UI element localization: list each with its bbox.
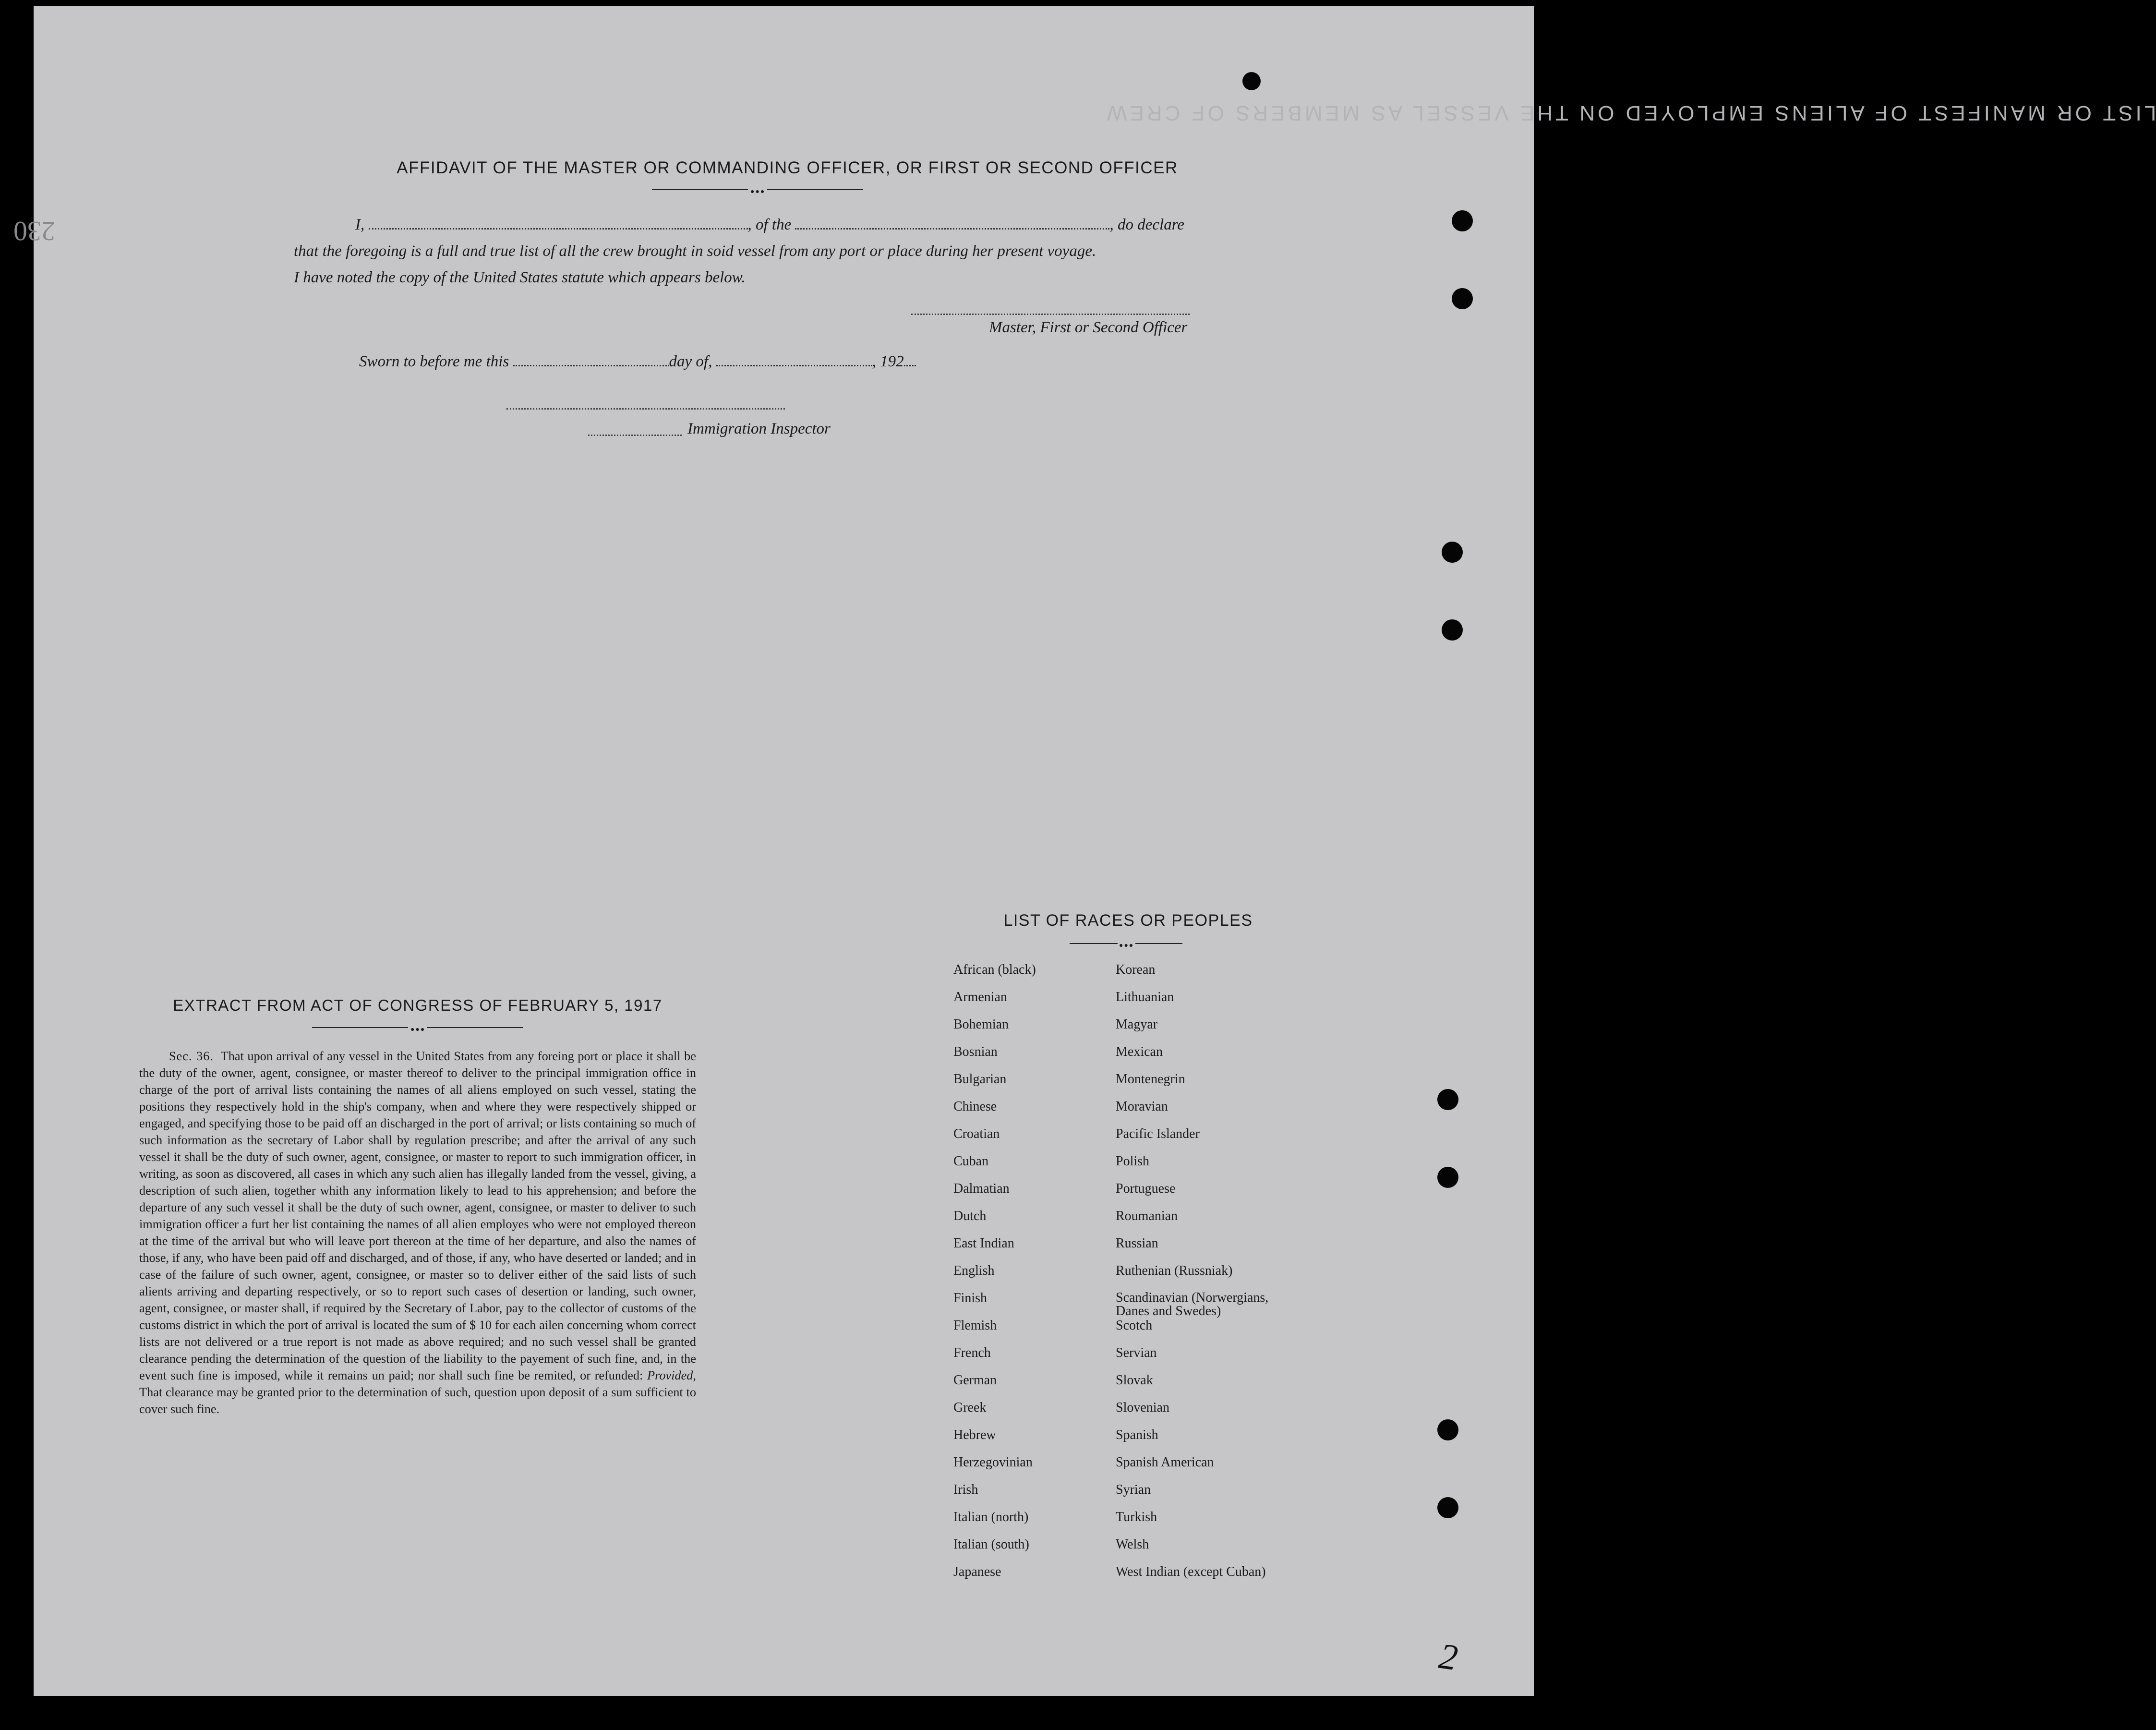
race-item: Croatian: [953, 1126, 1000, 1141]
sworn-prefix: Sworn to before me this: [359, 353, 509, 370]
race-item: English: [953, 1263, 995, 1278]
race-item: Dalmatian: [953, 1181, 1010, 1196]
race-item: Cuban: [953, 1154, 989, 1169]
extract-text-part2: That clearance may be granted prior to the determination of such, question upon deposit of a sum sufficient to cover such fine.: [139, 1385, 696, 1416]
extract-text-part1: That upon arrival of any vessel in the United States from any foreing port or place it shall be the duty of the owner, agent, consignee, or master thereof to deliver to the principal immigration office in charge of the port of arrival lists containing the names of all aliens employed on such vessel, stating the positions they respectively hold in the ship's company, when and where they were respectively shipped or engaged, and specifying those to be paid off an discharged in the port of arrival; or lists containing so much of such information as the secretary of Labor shall by regulation prescribe; and after the arrival of any such vessel it shall be the duty of such owner, agent, consignee, or master to report to such immigration officer, in writing, as soon as discovered, all cases in which any such alien has illegally landed from the vessel, giving, a description of such alien, together whith any information likely to lead to his apprehension; and before the departure of any such vessel it shall be the duty of such owner, agent, consignee, or master to deliver to such immigration officer a furt her list containing the names of all alien employes who were not employed thereon at the time of the arrival but who will leave port thereon at the time of her departure, and also the names of those, if any, who have been paid off and discharged, and of those, if any, who have deserted or landed; and in case of the failure of such owner, agent, consignee, or master so to deliver either of the said lists of such alients arriving and departing respectively, or so to report such cases of desertion or landing, such owner, agent, consignee, or master shall, if required by the Secretary of Labor, pay to the collector of customs of the customs district in which the port of arrival is located the sum of $ 10 for each ailen concerning whom correct lists are not delivered or a true report is not made as above required; and no such vessel shall be granted clearance pending the determination of the question of the liability to the payement of such fine, and, in the event such fine is imposed, while it remains un paid; nor shall such fine be remited, or refunded:: [139, 1049, 696, 1382]
race-item: Bulgarian: [953, 1072, 1007, 1087]
race-item: Korean: [1116, 962, 1156, 977]
bleed-through-text: LIST OR MANIFEST OF ALIENS EMPLOYED ON THE VESSEL AS MEMBERS OF CREW: [1104, 101, 2156, 125]
race-item: Pacific Islander: [1116, 1126, 1200, 1141]
sworn-year-field[interactable]: [904, 364, 916, 366]
race-item: Flemish: [953, 1318, 997, 1333]
race-item: East Indian: [953, 1236, 1014, 1251]
master-signature-label: Master, First or Second Officer: [989, 319, 1188, 336]
inspector-label: Immigration Inspector: [687, 420, 831, 437]
punch-hole: [1437, 1167, 1458, 1188]
race-item: Montenegrin: [1116, 1072, 1185, 1087]
sworn-line: [359, 353, 916, 371]
inspector-prefix-line: [588, 435, 682, 436]
edge-number: 230: [13, 216, 55, 247]
race-item: West Indian (except Cuban): [1116, 1564, 1266, 1579]
race-item: Greek: [953, 1400, 987, 1415]
race-item: Slovak: [1116, 1373, 1153, 1388]
declaration-line-3: I have noted the copy of the United States statute which appears below.: [294, 269, 746, 286]
race-item: Finish: [953, 1291, 988, 1306]
heading-ornament: ●●●: [652, 188, 863, 191]
sworn-day-field[interactable]: [513, 364, 669, 366]
race-item: Dutch: [953, 1209, 987, 1223]
race-item: Moravian: [1116, 1099, 1168, 1114]
extract-ornament: ●●●: [312, 1026, 523, 1029]
vessel-name-field[interactable]: [795, 228, 1109, 230]
races-column-1: [953, 963, 1136, 1592]
sworn-month-field[interactable]: [716, 364, 872, 366]
race-item: Spanish: [1116, 1428, 1158, 1442]
declarant-name-field[interactable]: [369, 228, 748, 230]
race-item: Bosnian: [953, 1044, 998, 1059]
punch-hole: [1452, 288, 1473, 309]
race-item: Servian: [1116, 1345, 1157, 1360]
race-item: Spanish American: [1116, 1455, 1214, 1470]
race-item: Chinese: [953, 1099, 997, 1114]
declaration-line-1: [355, 216, 1184, 234]
vessel-prefix: , of the: [747, 216, 792, 233]
race-item: Welsh: [1116, 1537, 1149, 1552]
section-label: Sec. 36.: [169, 1049, 214, 1063]
inspector-signature-line[interactable]: [506, 408, 785, 410]
race-item: Scotch: [1116, 1318, 1153, 1333]
race-item: Herzegovinian: [953, 1455, 1033, 1470]
race-item: Irish: [953, 1482, 978, 1497]
race-item: Russian: [1116, 1236, 1158, 1251]
punch-hole: [1442, 619, 1463, 641]
race-item: Mexican: [1116, 1044, 1163, 1059]
race-item: Magyar: [1116, 1017, 1158, 1032]
declare-suffix: , do declare: [1109, 216, 1184, 233]
race-item: Hebrew: [953, 1428, 996, 1442]
race-item: Slovenian: [1116, 1400, 1169, 1415]
declaration-line-2: that the foregoing is a full and true list of all the crew brought in soid vessel from any port or place during her present voyage.: [294, 242, 1096, 260]
race-item: Ruthenian (Russniak): [1116, 1263, 1233, 1278]
race-item: Japanese: [953, 1564, 1001, 1579]
provided-label: Provided,: [647, 1368, 696, 1382]
punch-hole: [1437, 1089, 1458, 1110]
race-item: Polish: [1116, 1154, 1150, 1169]
declarant-prefix: I,: [355, 216, 365, 233]
sworn-day-of: day of,: [669, 353, 712, 370]
race-item: Armenian: [953, 990, 1007, 1004]
race-item: Portuguese: [1116, 1181, 1176, 1196]
punch-hole: [1442, 542, 1463, 563]
race-item: Italian (north): [953, 1510, 1029, 1524]
race-item: German: [953, 1373, 997, 1388]
punch-hole: [1437, 1419, 1458, 1440]
affidavit-heading: AFFIDAVIT OF THE MASTER OR COMMANDING OFFICER, OR FIRST OR SECOND OFFICER: [397, 158, 1178, 177]
races-heading: LIST OF RACES OR PEOPLES: [1003, 911, 1253, 930]
page-number: 2: [1436, 1635, 1460, 1679]
race-item: Scandinavian (Norwergians, Danes and Swedes): [1116, 1290, 1269, 1319]
race-item: Bohemian: [953, 1017, 1009, 1032]
race-item: Lithuanian: [1116, 990, 1174, 1004]
race-item: Italian (south): [953, 1537, 1029, 1552]
race-item: Turkish: [1116, 1510, 1157, 1524]
punch-hole: [1437, 1497, 1458, 1518]
punch-hole: [1452, 210, 1473, 231]
extract-body: [139, 1048, 696, 1417]
sworn-year-prefix: , 192: [872, 353, 904, 370]
races-ornament: ●●●: [1070, 942, 1182, 945]
master-signature-line[interactable]: [911, 314, 1190, 315]
races-column-2: [1116, 963, 1298, 1592]
race-item: African (black): [953, 962, 1036, 977]
race-item: Syrian: [1116, 1482, 1151, 1497]
extract-heading: EXTRACT FROM ACT OF CONGRESS OF FEBRUARY 5, 1917: [173, 996, 662, 1014]
punch-mark: [1242, 72, 1261, 90]
race-item: French: [953, 1345, 991, 1360]
race-item: Roumanian: [1116, 1209, 1178, 1223]
